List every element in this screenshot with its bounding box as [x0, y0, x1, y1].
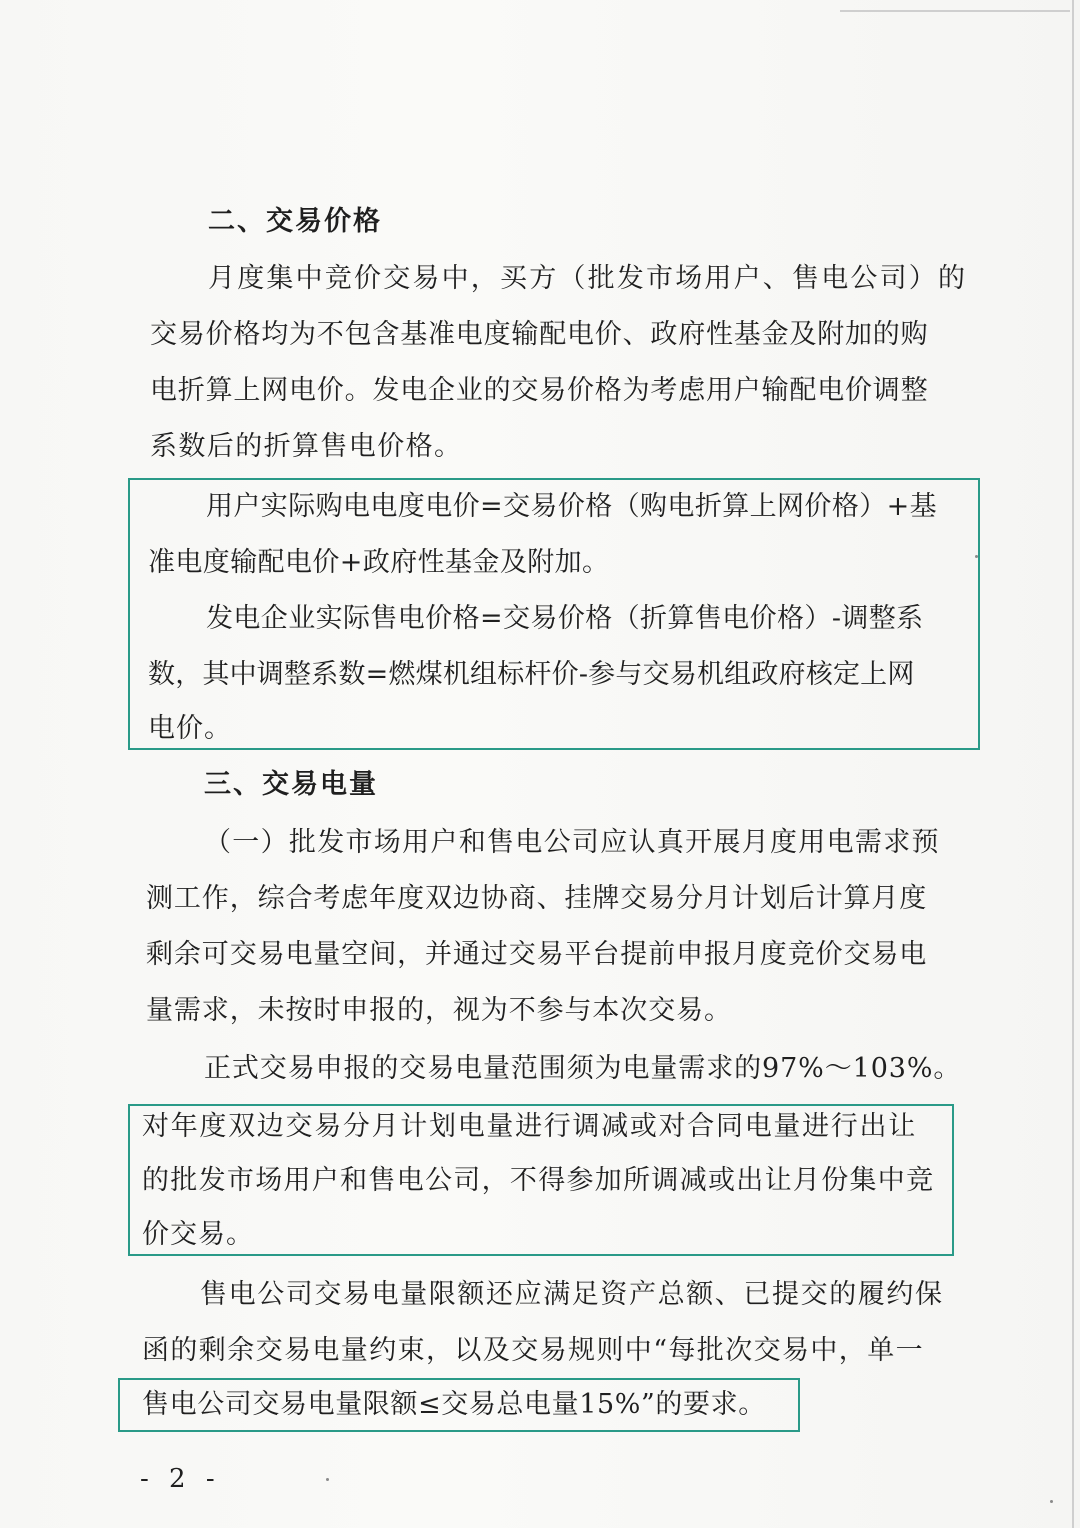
- scan-speck: [326, 1478, 329, 1481]
- paragraph-line: 售电公司交易电量限额还应满足资产总额、已提交的履约保: [200, 1279, 944, 1310]
- paragraph-line: 交易价格均为不包含基准电度输配电价、政府性基金及附加的购: [150, 319, 929, 350]
- formula-line: 用户实际购电电度电价=交易价格（购电折算上网价格）+基: [206, 491, 938, 522]
- paragraph-line: 剩余可交易电量空间，并通过交易平台提前申报月度竞价交易电: [146, 939, 928, 970]
- paragraph-line: 月度集中竞价交易中，买方（批发市场用户、售电公司）的: [208, 263, 968, 294]
- paragraph-line: 函的剩余交易电量约束，以及交易规则中“每批次交易中，单一: [142, 1335, 925, 1366]
- formula-line: 准电度输配电价+政府性基金及附加。: [148, 547, 610, 578]
- page-edge-right: [1072, 0, 1074, 1528]
- page-edge-top: [840, 10, 1070, 12]
- boxed-line: 价交易。: [142, 1219, 254, 1250]
- paragraph-line: 正式交易申报的交易电量范围须为电量需求的97%～103%。: [204, 1053, 962, 1084]
- boxed-line: 对年度双边交易分月计划电量进行调减或对合同电量进行出让: [142, 1111, 917, 1142]
- paragraph-line: （一）批发市场用户和售电公司应认真开展月度用电需求预: [204, 827, 940, 858]
- scan-speck: [1050, 1500, 1053, 1503]
- paragraph-line: 量需求，未按时申报的，视为不参与本次交易。: [146, 995, 732, 1026]
- boxed-line: 售电公司交易电量限额≤交易总电量15%”的要求。: [142, 1389, 766, 1420]
- formula-line: 电价。: [148, 713, 232, 744]
- boxed-line: 的批发市场用户和售电公司，不得参加所调减或出让月份集中竞: [142, 1165, 935, 1196]
- paragraph-line: 电折算上网电价。发电企业的交易价格为考虑用户输配电价调整: [150, 375, 929, 406]
- paragraph-line: 系数后的折算售电价格。: [150, 431, 463, 462]
- formula-line: 数，其中调整系数=燃煤机组标杆价-参与交易机组政府核定上网: [148, 659, 915, 690]
- section-heading-trading-price: 二、交易价格: [208, 206, 382, 237]
- page-number: - 2 -: [140, 1464, 221, 1494]
- scan-speck: [975, 555, 978, 558]
- formula-line: 发电企业实际售电价格=交易价格（折算售电价格）-调整系: [206, 603, 924, 634]
- section-heading-trading-volume: 三、交易电量: [204, 769, 378, 800]
- paragraph-line: 测工作，综合考虑年度双边协商、挂牌交易分月计划后计算月度: [146, 883, 928, 914]
